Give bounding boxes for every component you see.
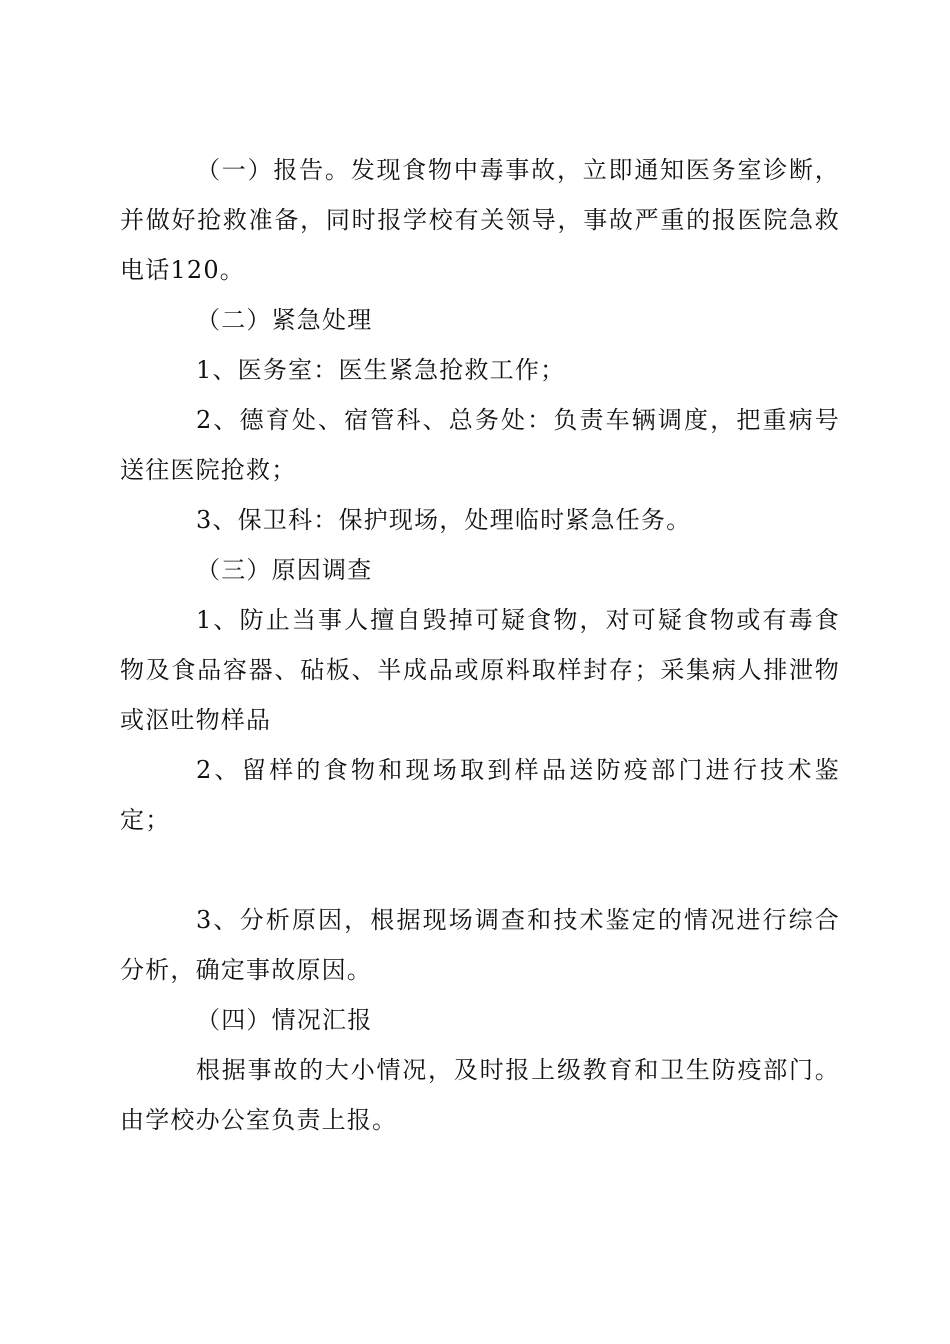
paragraph-vehicle-dispatch: 2、德育处、宿管科、总务处：负责车辆调度，把重病号送往医院抢救； <box>120 406 840 484</box>
paragraph-clinic: 1、医务室：医生紧急抢救工作； <box>196 356 566 384</box>
heading-emergency-handling: （二）紧急处理 <box>196 306 373 334</box>
paragraph-security: 3、保卫科：保护现场，处理临时紧急任务。 <box>196 506 692 534</box>
heading-cause-investigation: （三）原因调查 <box>196 556 373 584</box>
paragraph-technical-appraisal: 2、留样的食物和现场取到样品送防疫部门进行技术鉴定； <box>120 756 840 834</box>
paragraph-cause-analysis: 3、分析原因，根据现场调查和技术鉴定的情况进行综合分析，确定事故原因。 <box>120 906 840 984</box>
paragraph-report: （一）报告。发现食物中毒事故，立即通知医务室诊断，并做好抢救准备，同时报学校有关领导，事故严重的报医院急救电话120。 <box>120 156 840 284</box>
paragraph-reporting: 根据事故的大小情况，及时报上级教育和卫生防疫部门。由学校办公室负责上报。 <box>120 1056 840 1134</box>
document-body <box>120 145 840 1145</box>
paragraph-sampling: 1、防止当事人擅自毁掉可疑食物，对可疑食物或有毒食物及食品容器、砧板、半成品或原料取样封存；采集病人排泄物或沤吐物样品 <box>120 606 840 734</box>
paragraph-spacer <box>120 845 840 895</box>
heading-situation-report: （四）情况汇报 <box>196 1006 373 1034</box>
